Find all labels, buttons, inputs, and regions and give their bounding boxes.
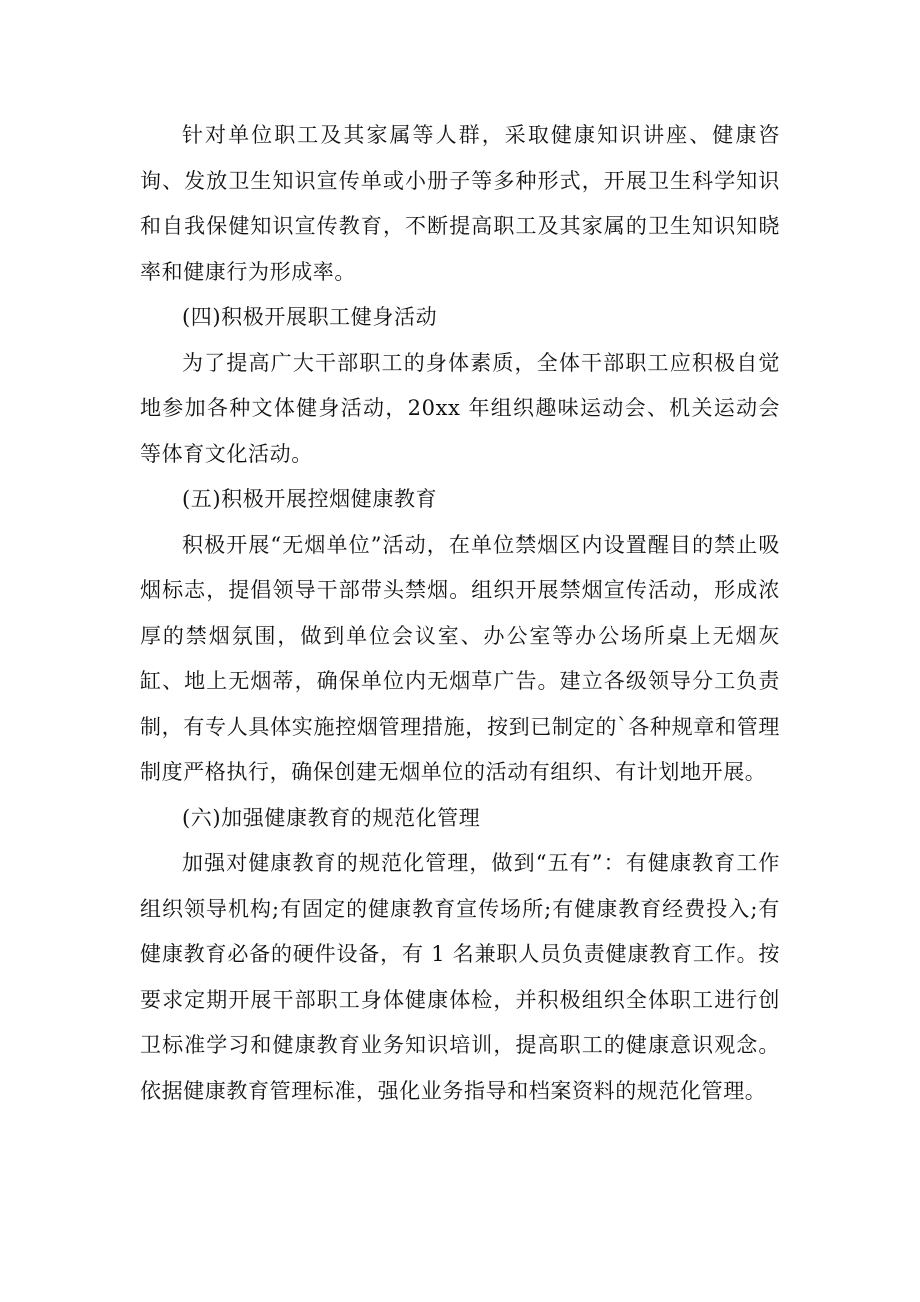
- section-heading-fitness: (四)积极开展职工健身活动: [182, 305, 438, 329]
- document-body: [140, 113, 780, 1114]
- paragraph-health-promotion: 针对单位职工及其家属等人群，采取健康知识讲座、健康咨询、发放卫生知识宣传单或小册子等多种形式，开展卫生科学知识和自我保健知识宣传教育，不断提高职工及其家属的卫生知识知晓率和健康行为形成率。: [140, 123, 780, 284]
- section-heading-management: (六)加强健康教育的规范化管理: [182, 805, 481, 830]
- section-heading-tobacco-control: (五)积极开展控烟健康教育: [182, 487, 438, 511]
- paragraph-fitness: 为了提高广大干部职工的身体素质，全体干部职工应积极自觉地参加各种文体健身活动，20xx 年组织趣味运动会、机关运动会等体育文化活动。: [140, 350, 780, 466]
- paragraph-tobacco-control: 积极开展“无烟单位”活动，在单位禁烟区内设置醒目的禁止吸烟标志，提倡领导干部带头禁烟。组织开展禁烟宣传活动，形成浓厚的禁烟氛围，做到单位会议室、办公室等办公场所桌上无烟灰缸、地上无烟蒂，确保单位内无烟草广告。建立各级领导分工负责制，有专人具体实施控烟管理措施，按到已制定的`各种规章和管理制度严格执行，确保创建无烟单位的活动有组织、有计划地开展。: [140, 532, 780, 784]
- paragraph-management: 加强对健康教育的规范化管理，做到“五有”：有健康教育工作组织领导机构;有固定的健康教育宣传场所;有健康教育经费投入;有健康教育必备的硬件设备，有 1 名兼职人员负责健康教育工作。按要求定期开展干部职工身体健康体检，并积极组织全体职工进行创卫标准学习和健康教育业务知识培训，提高职工的健康意识观念。依据健康教育管理标准，强化业务指导和档案资料的规范化管理。: [140, 851, 780, 1103]
